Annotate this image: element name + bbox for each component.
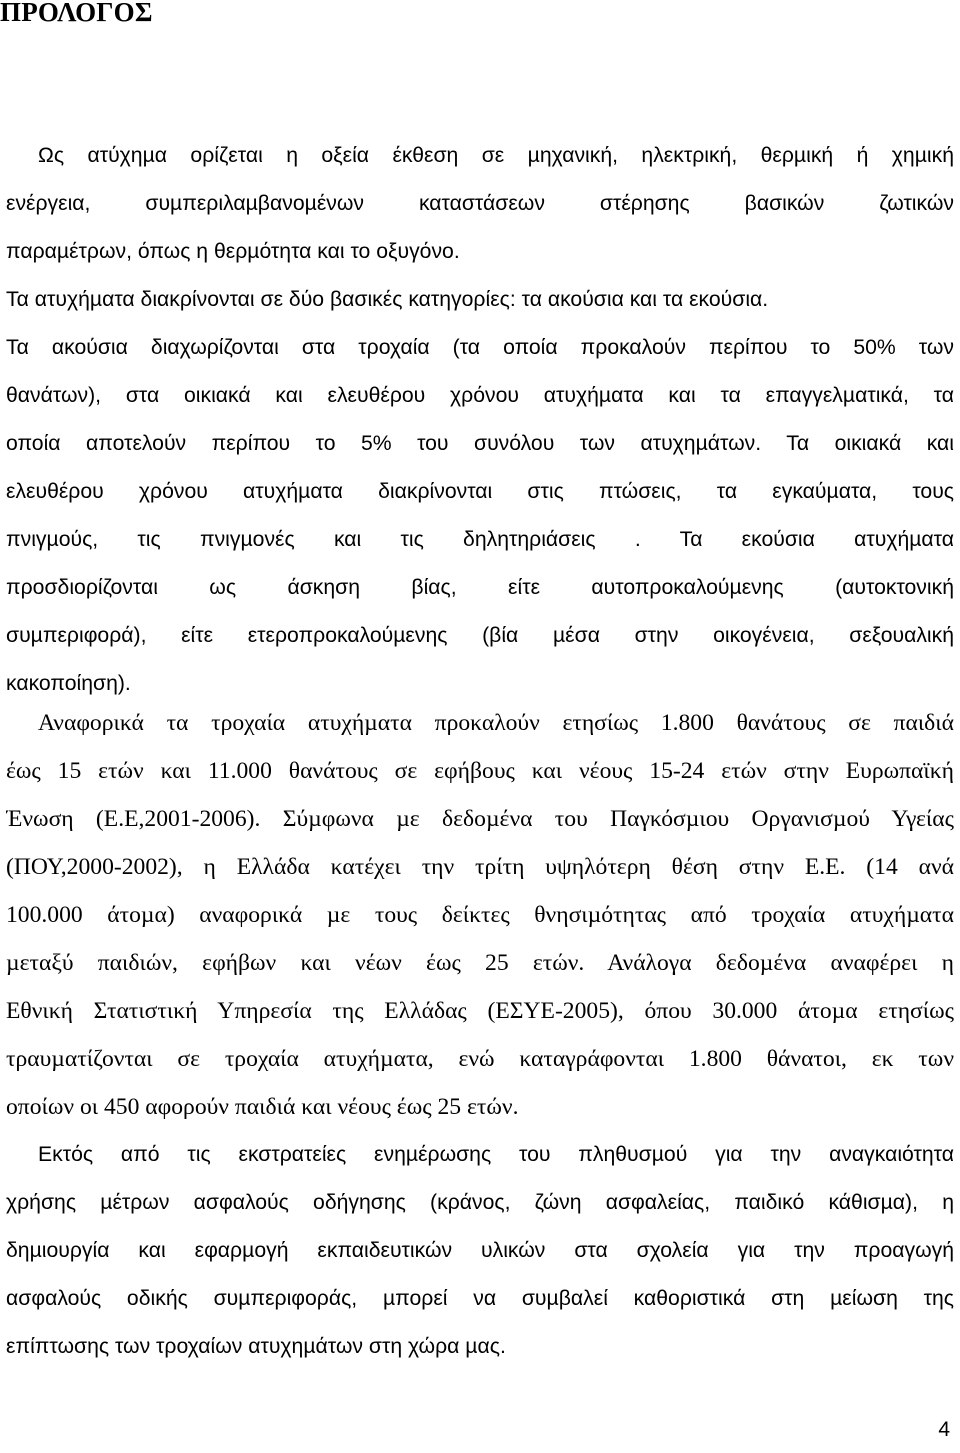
text-line: έως 15 ετών και 11.000 θανάτους σε εφήβους και νέους 15-24 ετών στην Ευρωπαϊκή [6, 758, 954, 784]
text-line: ελευθέρου χρόνου ατυχήµατα διακρίνονται στις πτώσεις, τα εγκαύµατα, τους [6, 480, 954, 503]
text-line: Τα ακούσια διαχωρίζονται στα τροχαία (τα οποία προκαλούν περίπου το 50% των [6, 336, 954, 359]
text-line: ενέργεια, συµπεριλαµβανοµένων καταστάσεων στέρησης βασικών ζωτικών [6, 192, 954, 215]
text-line: (ΠΟΥ,2000-2002), η Ελλάδα κατέχει την τρίτη υψηλότερη θέση στην Ε.Ε. (14 ανά [6, 854, 954, 880]
text-line: Ένωση (Ε.Ε,2001-2006). Σύµφωνα µε δεδοµένα του Παγκόσµιου Οργανισµού Υγείας [6, 806, 954, 832]
text-line: 100.000 άτοµα) αναφορικά µε τους δείκτες θνησιµότητας από τροχαία ατυχήµατα [6, 902, 954, 928]
text-line: επίπτωσης των τροχαίων ατυχηµάτων στη χώρα µας. [6, 1335, 506, 1358]
text-line: δηµιουργία και εφαρµογή εκπαιδευτικών υλικών στα σχολεία για την προαγωγή [6, 1239, 954, 1262]
page-number: 4 [938, 1418, 950, 1441]
text-line: µεταξύ παιδιών, εφήβων και νέων έως 25 ετών. Ανάλογα δεδοµένα αναφέρει η [6, 950, 954, 976]
text-line: Αναφορικά τα τροχαία ατυχήµατα προκαλούν ετησίως 1.800 θανάτους σε παιδιά [38, 710, 954, 736]
text-line: κακοποίηση). [6, 672, 131, 695]
text-line: οποίων οι 450 αφορούν παιδιά και νέους έως 25 ετών. [6, 1094, 519, 1120]
text-line: χρήσης µέτρων ασφαλούς οδήγησης (κράνος, ζώνη ασφαλείας, παιδικό κάθισµα), η [6, 1191, 954, 1214]
text-line: Εκτός από τις εκστρατείες ενηµέρωσης του πληθυσµού για την αναγκαιότητα [38, 1143, 954, 1166]
text-line: προσδιορίζονται ως άσκηση βίας, είτε αυτοπροκαλούµενης (αυτοκτονική [6, 576, 954, 599]
text-line: Εθνική Στατιστική Υπηρεσία της Ελλάδας (ΕΣΥΕ-2005), όπου 30.000 άτοµα ετησίως [6, 998, 954, 1024]
text-line: ασφαλούς οδικής συµπεριφοράς, µπορεί να συµβαλεί καθοριστικά στη µείωση της [6, 1287, 954, 1310]
text-line: Τα ατυχήµατα διακρίνονται σε δύο βασικές κατηγορίες: τα ακούσια και τα εκούσια. [6, 288, 769, 311]
text-line: Ως ατύχηµα ορίζεται η οξεία έκθεση σε µηχανική, ηλεκτρική, θερµική ή χηµική [38, 144, 954, 167]
text-line: πνιγµούς, τις πνιγµονές και τις δηλητηριάσεις . Τα εκούσια ατυχήµατα [6, 528, 954, 551]
text-line: παραµέτρων, όπως η θερµότητα και το οξυγόνο. [6, 240, 460, 263]
text-line: οποία αποτελούν περίπου το 5% του συνόλου των ατυχηµάτων. Τα οικιακά και [6, 432, 954, 455]
text-line: θανάτων), στα οικιακά και ελευθέρου χρόνου ατυχήµατα και τα επαγγελµατικά, τα [6, 384, 954, 407]
text-line: συµπεριφορά), είτε ετεροπροκαλούµενης (βία µέσα στην οικογένεια, σεξουαλική [6, 624, 954, 647]
text-line: τραυµατίζονται σε τροχαία ατυχήµατα, ενώ καταγράφονται 1.800 θάνατοι, εκ των [6, 1046, 954, 1072]
page-title: ΠΡΟΛΟΓΟΣ [0, 0, 153, 27]
